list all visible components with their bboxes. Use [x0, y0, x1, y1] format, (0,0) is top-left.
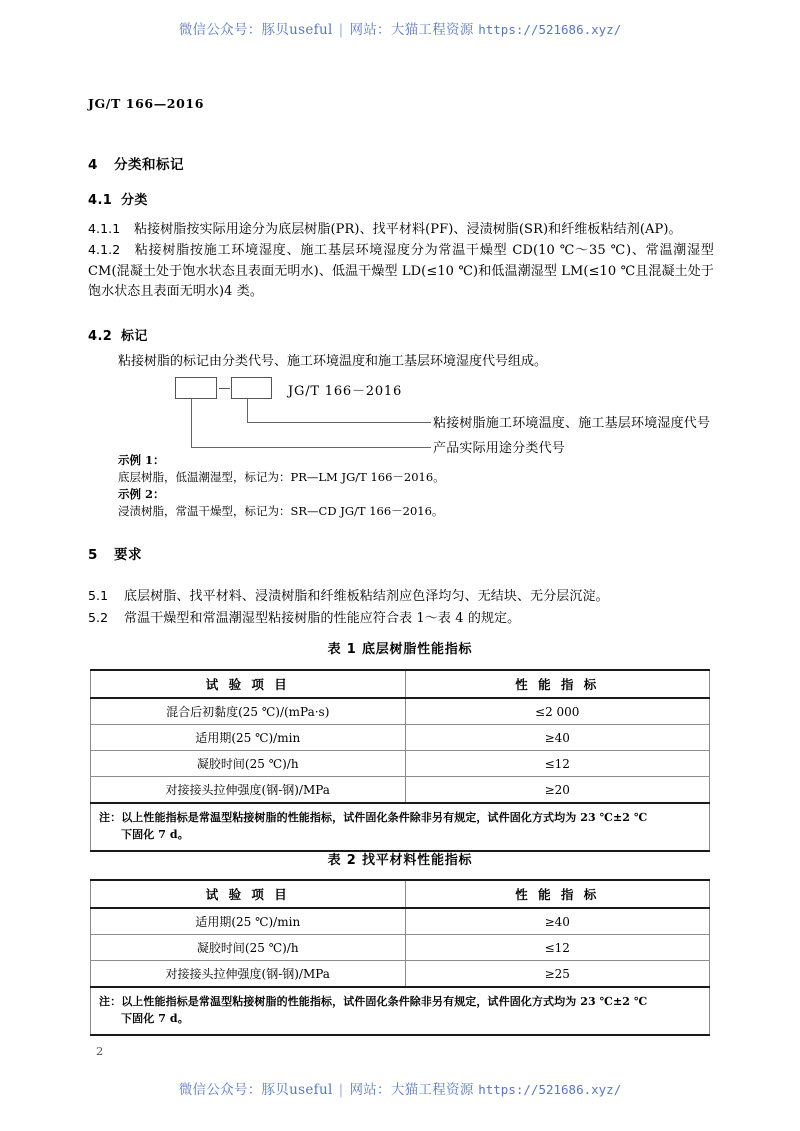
- table-1-r3-value: ≥20: [405, 777, 710, 804]
- table-2-r0-value: ≥40: [405, 908, 710, 935]
- table-1-r3-item: 对接接头拉伸强度(钢-钢)/MPa: [91, 777, 406, 804]
- table-1-note-label: 注：: [99, 811, 122, 824]
- heading-section-4: [88, 153, 184, 173]
- watermark-url: https://521686.xyz/: [478, 22, 622, 37]
- table-2-caption: 表 2 找平材料性能指标: [327, 853, 473, 868]
- example-1-text: 底层树脂，低温潮湿型，标记为：PR—LM JG/T 166－2016。: [118, 469, 445, 484]
- table-1-r0-value: ≤2 000: [405, 698, 710, 725]
- table-2-r2-item: 对接接头拉伸强度(钢-钢)/MPa: [91, 961, 406, 988]
- table-1-r0-item: 混合后初黏度(25 ℃)/(mPa·s): [91, 698, 406, 725]
- paragraph-5-1-number: 5.1: [88, 588, 109, 603]
- paragraph-5-1: [88, 586, 714, 608]
- diagram-standard-code: JG/T 166－2016: [288, 384, 403, 399]
- heading-4-title: 分类和标记: [114, 157, 184, 173]
- table-1-note-line2: 下固化 7 d。: [121, 828, 189, 841]
- diagram-label-product-code: 产品实际用途分类代号: [433, 441, 566, 456]
- table-2-r2-value: ≥25: [405, 961, 710, 988]
- table-row: [91, 751, 710, 777]
- table-row: [91, 725, 710, 751]
- paragraph-4-1-2-text: 粘接树脂按施工环境湿度、施工基层环境湿度分为常温干燥型 CD(10 ℃～35 ℃)、常温潮湿型 CM(混凝土处于饱水状态且表面无明水)、低温干燥型 LD(≤10 ℃)和低温潮湿型 LM(≤10 ℃且混凝土处于饱水状态且表面无明水)4 类。: [88, 243, 714, 299]
- example-2: [118, 486, 718, 519]
- table-1-r1-value: ≥40: [405, 725, 710, 751]
- table-row: [91, 908, 710, 935]
- standard-number: JG/T 166—2016: [88, 96, 204, 111]
- heading-section-4-1: [88, 189, 148, 208]
- paragraph-5-2: [88, 608, 714, 630]
- table-1-r1-item: 适用期(25 ℃)/min: [91, 725, 406, 751]
- heading-5-number: 5: [88, 547, 98, 563]
- heading-4-2-number: 4.2: [88, 329, 113, 344]
- diagram-leader-env-vertical: [247, 399, 248, 422]
- table-1-r2-value: ≤12: [405, 751, 710, 777]
- table-1-note-line1: 以上性能指标是常温型粘接树脂的性能指标，试件固化条件除非另有规定，试件固化方式均为 23 ℃±2 ℃: [121, 811, 648, 824]
- table-2-note-row: [91, 987, 710, 1035]
- table-2-col-header-test-item: 试 验 项 目: [91, 880, 406, 908]
- diagram-box-product-code: [175, 377, 217, 399]
- watermark-url: https://521686.xyz/: [478, 1082, 622, 1097]
- paragraph-4-1-2-number: 4.1.2: [88, 242, 121, 257]
- paragraph-5-1-text: 底层树脂、找平材料、浸渍树脂和纤维板粘结剂应色泽均匀、无结块、无分层沉淀。: [124, 589, 609, 604]
- diagram-leader-product-horizontal: [191, 447, 431, 448]
- heading-5-title: 要求: [114, 547, 142, 563]
- page-number: 2: [96, 1044, 104, 1058]
- table-row: [91, 698, 710, 725]
- paragraph-4-1-1-number: 4.1.1: [88, 221, 121, 236]
- diagram-label-env-code: 粘接树脂施工环境温度、施工基层环境湿度代号: [433, 416, 711, 431]
- table-row: [91, 777, 710, 804]
- table-1-col-header-test-item: 试 验 项 目: [91, 670, 406, 698]
- watermark-site: 网站：大猫工程资源: [349, 22, 474, 38]
- table-1-r2-item: 凝胶时间(25 ℃)/h: [91, 751, 406, 777]
- table-1: [90, 669, 710, 852]
- paragraph-5-2-text: 常温干燥型和常温潮湿型粘接树脂的性能应符合表 1～表 4 的规定。: [124, 611, 521, 626]
- table-2-r1-value: ≤12: [405, 935, 710, 961]
- table-2-header-row: [91, 880, 710, 908]
- table-2-note: [91, 987, 710, 1035]
- watermark-top: [0, 18, 800, 38]
- table-2-r0-item: 适用期(25 ℃)/min: [91, 908, 406, 935]
- paragraph-5-2-number: 5.2: [88, 610, 109, 625]
- paragraph-4-1-2: [88, 240, 714, 303]
- table-1-note-row: [91, 803, 710, 851]
- heading-4-2-title: 标记: [121, 329, 148, 344]
- heading-4-1-number: 4.1: [88, 193, 113, 208]
- example-2-title: 示例 2：: [118, 487, 165, 501]
- example-1-title: 示例 1：: [118, 453, 165, 467]
- table-2: [90, 879, 710, 1036]
- heading-section-5: [88, 543, 142, 563]
- watermark-separator: |: [338, 1082, 344, 1098]
- table-1-col-header-performance: 性 能 指 标: [405, 670, 710, 698]
- heading-4-1-title: 分类: [121, 193, 148, 208]
- table-2-note-line2: 下固化 7 d。: [121, 1012, 189, 1025]
- marking-diagram: [88, 370, 714, 460]
- table-1-caption: 表 1 底层树脂性能指标: [327, 642, 473, 657]
- table-1-note: [91, 803, 710, 851]
- table-row: [91, 935, 710, 961]
- watermark-separator: |: [338, 22, 344, 38]
- diagram-dash: [219, 388, 230, 389]
- paragraph-4-2-lead: 粘接树脂的标记由分类代号、施工环境温度和施工基层环境湿度代号组成。: [118, 354, 548, 369]
- diagram-box-env-code: [231, 377, 272, 399]
- watermark-bottom: [0, 1078, 800, 1098]
- table-2-note-line1: 以上性能指标是常温型粘接树脂的性能指标，试件固化条件除非另有规定，试件固化方式均为 23 ℃±2 ℃: [121, 995, 648, 1008]
- watermark-wechat: 微信公众号：豚贝useful: [178, 1082, 333, 1098]
- heading-section-4-2: [88, 325, 148, 344]
- watermark-site: 网站：大猫工程资源: [349, 1082, 474, 1098]
- table-2-col-header-performance: 性 能 指 标: [405, 880, 710, 908]
- table-row: [91, 961, 710, 988]
- table-2-note-label: 注：: [99, 995, 122, 1008]
- example-1: [118, 452, 718, 485]
- paragraph-4-1-1: [88, 219, 714, 241]
- table-1-header-row: [91, 670, 710, 698]
- table-2-r1-item: 凝胶时间(25 ℃)/h: [91, 935, 406, 961]
- example-2-text: 浸渍树脂，常温干燥型，标记为：SR—CD JG/T 166－2016。: [118, 503, 444, 518]
- paragraph-4-1-1-text: 粘接树脂按实际用途分为底层树脂(PR)、找平材料(PF)、浸渍树脂(SR)和纤维板粘结剂(AP)。: [134, 222, 682, 237]
- diagram-leader-env-horizontal: [247, 422, 431, 423]
- heading-4-number: 4: [88, 157, 98, 173]
- watermark-wechat: 微信公众号：豚贝useful: [178, 22, 333, 38]
- diagram-leader-product-vertical: [191, 399, 192, 447]
